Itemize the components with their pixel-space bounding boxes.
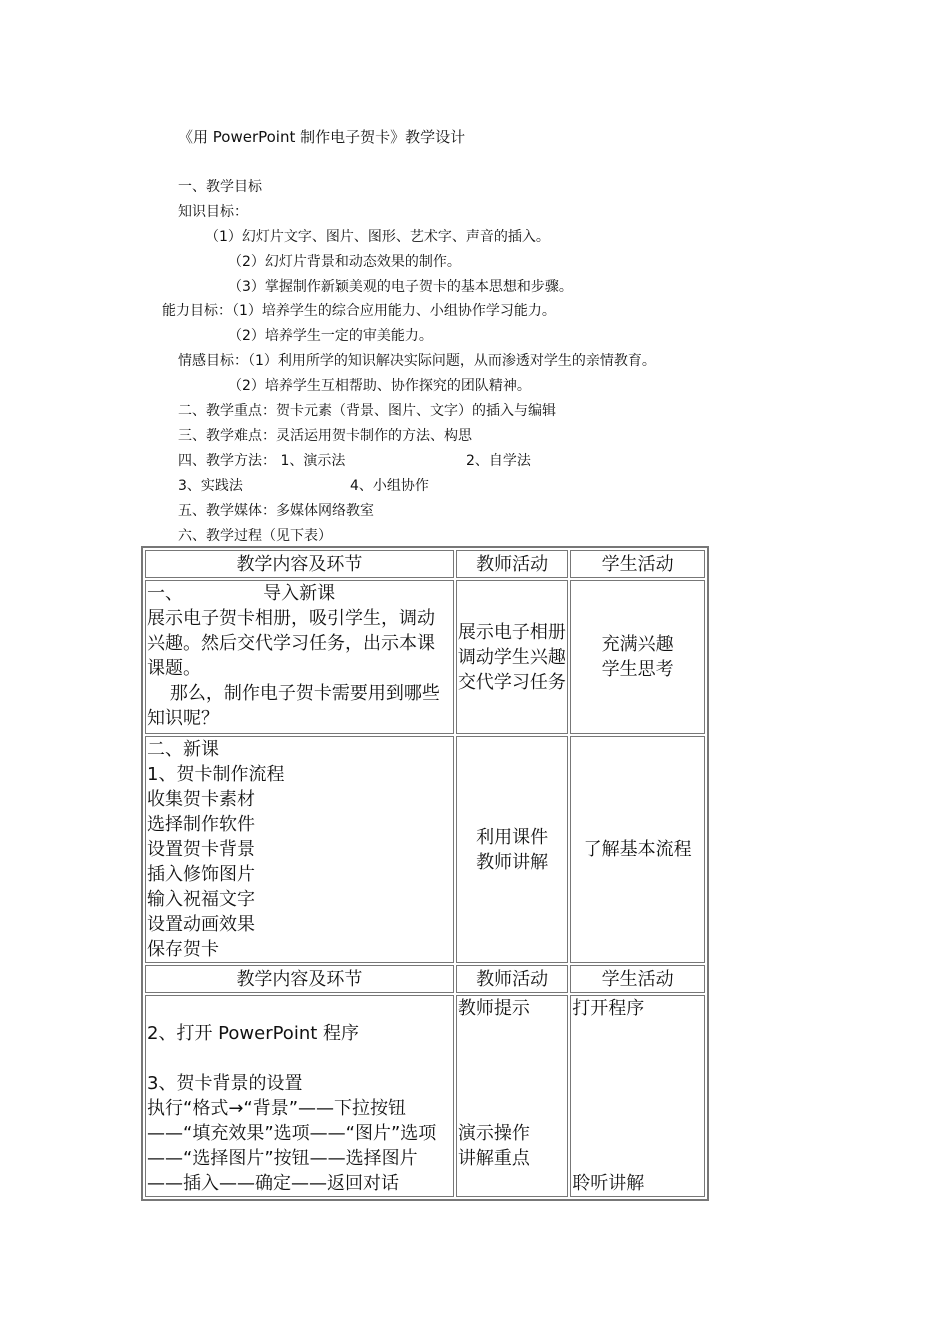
section-difficulties: 三、教学难点：灵活运用贺卡制作的方法、构思	[178, 428, 472, 444]
row3-student	[570, 995, 705, 1197]
row2-content	[145, 736, 454, 963]
row1-para1: 展示电子贺卡相册，吸引学生，调动兴趣。然后交代学习任务，出示本课课题。	[147, 608, 435, 679]
row3-student-line: 打开程序	[572, 998, 645, 1019]
section-keypoints: 二、教学重点：贺卡元素（背景、图片、文字）的插入与编辑	[178, 403, 556, 419]
row3-student-line: 聆听讲解	[572, 1173, 645, 1194]
row1-student-line: 学生思考	[601, 659, 674, 680]
row1-teacher-line: 交代学习任务	[457, 671, 566, 693]
row1-para2: 那么，制作电子贺卡需要用到哪些知识呢？	[147, 683, 440, 729]
row3-line: 3、贺卡背景的设置	[147, 1073, 303, 1094]
row3-line: 2、打开 PowerPoint 程序	[147, 1023, 360, 1044]
table-row	[145, 580, 705, 734]
header-teacher: 教师活动	[456, 965, 568, 993]
header-student: 学生活动	[570, 550, 705, 578]
section-process: 六、教学过程（见下表）	[178, 528, 332, 544]
row2-line: 选择制作软件	[147, 814, 255, 835]
row1-student-line: 充满兴趣	[601, 634, 674, 655]
row1-teacher-line: 调动学生兴趣	[457, 646, 566, 668]
knowledge-item-3: （3）掌握制作新颖美观的电子贺卡的基本思想和步骤。	[228, 279, 573, 295]
ability-item-2: （2）培养学生一定的审美能力。	[228, 328, 433, 344]
row3-teacher-line: 教师提示	[457, 998, 530, 1019]
doc-title: 《用 PowerPoint 制作电子贺卡》教学设计	[178, 128, 466, 146]
row2-line: 收集贺卡素材	[147, 789, 255, 810]
emotion-item-1: 情感目标：（1）利用所学的知识解决实际问题，从而渗透对学生的亲情教育。	[178, 353, 656, 369]
row1-heading: 一、 导入新课	[147, 583, 336, 604]
row2-line: 输入祝福文字	[147, 889, 255, 910]
method-3: 3、实践法	[178, 478, 243, 494]
section-objectives: 一、教学目标	[178, 179, 262, 195]
row1-content	[145, 580, 454, 734]
knowledge-label: 知识目标：	[178, 204, 248, 220]
row3-teacher-line: 讲解重点	[457, 1148, 530, 1169]
method-2: 2、自学法	[466, 453, 531, 469]
section-methods: 四、教学方法： 1、演示法	[178, 453, 346, 469]
row3-spacer	[458, 1021, 566, 1121]
row1-student	[570, 580, 705, 734]
row3-content	[145, 995, 454, 1197]
row2-line: 二、新课	[147, 739, 219, 760]
row2-student-line: 了解基本流程	[583, 839, 692, 860]
row1-teacher	[456, 580, 568, 734]
header-teacher: 教师活动	[456, 550, 568, 578]
row3-teacher-line: 演示操作	[457, 1123, 530, 1144]
knowledge-item-2: （2）幻灯片背景和动态效果的制作。	[228, 254, 461, 270]
row2-teacher-line: 教师讲解	[476, 851, 549, 873]
row2-teacher	[456, 736, 568, 963]
header-student: 学生活动	[570, 965, 705, 993]
row2-line: 保存贺卡	[147, 939, 219, 960]
table-row	[145, 736, 705, 963]
knowledge-item-1: （1）幻灯片文字、图片、图形、艺术字、声音的插入。	[205, 229, 550, 245]
header-content: 教学内容及环节	[145, 965, 454, 993]
row2-line: 设置动画效果	[147, 914, 255, 935]
header-content: 教学内容及环节	[145, 550, 454, 578]
row3-para: 执行“格式→“背景”——下拉按钮——“填充效果”选项——“图片”选项——“选择图片”按钮——选择图片——插入——确定——返回对话	[147, 1098, 437, 1194]
row2-line: 1、贺卡制作流程	[147, 764, 285, 785]
row3-spacer	[572, 1021, 703, 1171]
section-media: 五、教学媒体：多媒体网络教室	[178, 503, 374, 519]
row2-line: 插入修饰图片	[147, 864, 255, 885]
row2-line: 设置贺卡背景	[147, 839, 255, 860]
ability-item-1: 能力目标：（1）培养学生的综合应用能力、小组协作学习能力。	[162, 303, 556, 319]
row3-teacher	[456, 995, 568, 1197]
method-4: 4、小组协作	[350, 478, 429, 494]
row2-teacher-line: 利用课件	[476, 826, 549, 848]
table-header-row	[145, 965, 705, 993]
table-header-row	[145, 550, 705, 578]
row1-teacher-line: 展示电子相册	[457, 621, 566, 643]
row3-spacer	[147, 996, 452, 1021]
table-row	[145, 995, 705, 1197]
row3-spacer	[147, 1046, 452, 1071]
row2-student	[570, 736, 705, 963]
emotion-item-2: （2）培养学生互相帮助、协作探究的团队精神。	[228, 378, 531, 394]
process-table	[141, 546, 709, 1201]
